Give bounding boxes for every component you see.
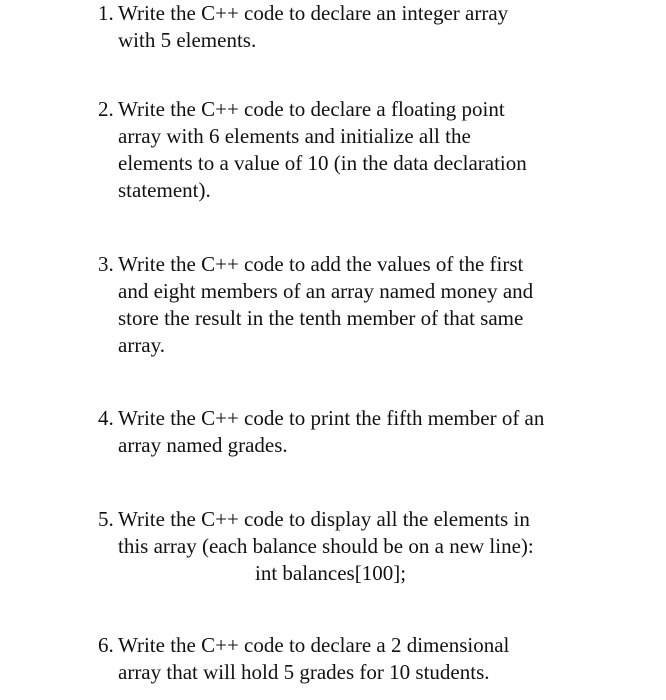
question-text-line: store the result in the tenth member of that same (118, 306, 524, 330)
question-text-line: array. (118, 333, 166, 357)
question-text-line: statement). (118, 178, 211, 202)
question-text-line: Write the C++ code to declare an integer array (118, 1, 509, 25)
question-text-line: Write the C++ code to declare a 2 dimensional (118, 633, 510, 657)
question-text-line: and eight members of an array named money and (118, 279, 534, 303)
question-text-line: elements to a value of 10 (in the data declaration (118, 151, 527, 175)
question-number: 6. (98, 633, 114, 657)
question-number: 3. (98, 252, 114, 276)
question-number: 1. (98, 1, 114, 25)
question-number: 5. (98, 507, 114, 531)
question-text-line: with 5 elements. (118, 28, 257, 52)
question-text-line: array with 6 elements and initialize all the (118, 124, 471, 148)
question-text-line: Write the C++ code to declare a floating point (118, 97, 505, 121)
question-number: 4. (98, 406, 114, 430)
code-snippet: int balances[100]; (255, 561, 407, 585)
question-text-line: Write the C++ code to display all the elements in (118, 507, 530, 531)
question-text-line: Write the C++ code to print the fifth member of an (118, 406, 545, 430)
question-text-line: this array (each balance should be on a new line): (118, 534, 534, 558)
question-number: 2. (98, 97, 114, 121)
question-text-line: array named grades. (118, 433, 288, 457)
question-text-line: array that will hold 5 grades for 10 students. (118, 660, 490, 684)
question-text-line: Write the C++ code to add the values of the first (118, 252, 524, 276)
